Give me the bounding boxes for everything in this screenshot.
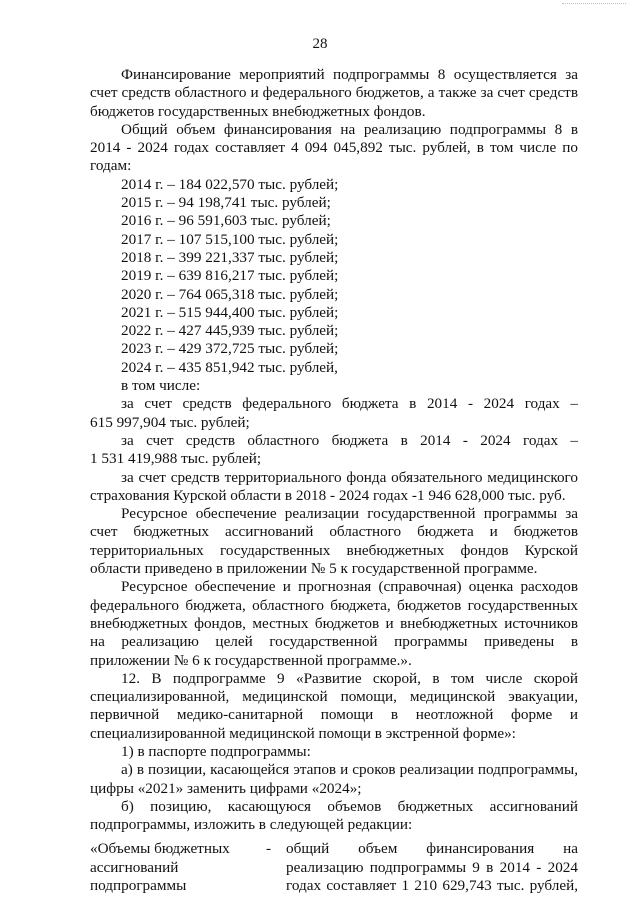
paragraph-financing-sources: Финансирование мероприятий подпрограммы 8 осуществляется за счет средств областного и федерального бюджетов, а также за счет средств бюджетов государственных внебюджетных фондов.	[90, 66, 578, 120]
passport-label-line: «Объемы бюджетных	[90, 840, 230, 858]
paragraph-territorial-fund: за счет средств территориального фонда обязательного медицинского страхования Курской области в 2018 - 2024 годах -1 946 628,000 тыс. руб.	[90, 468, 578, 504]
paragraph-resource-support-appendix-5: Ресурсное обеспечение реализации государственной программы за счет бюджетных ассигнований областного бюджета и бюджетов территориальных государственных внебюджетных фондов Курской области приведено в приложении № 5 к государственной программе.	[90, 505, 578, 578]
passport-position-label	[90, 840, 266, 895]
year-line: 2021 г. – 515 944,400 тыс. рублей;	[121, 303, 339, 321]
scan-artifact	[562, 3, 626, 6]
including-label: в том числе:	[121, 377, 201, 395]
subitem-a-stages: а) в позиции, касающейся этапов и сроков реализации подпрограммы, цифры «2021» заменить цифрами «2024»;	[90, 761, 578, 797]
passport-label-line: ассигнований	[90, 858, 179, 876]
year-line: 2024 г. – 435 851,942 тыс. рублей,	[121, 358, 338, 376]
year-line: 2014 г. – 184 022,570 тыс. рублей;	[121, 175, 339, 193]
passport-position-value	[286, 840, 578, 895]
passport-label-line: подпрограммы	[90, 877, 187, 895]
year-line: 2022 г. – 427 445,939 тыс. рублей;	[121, 322, 339, 340]
passport-value-line: годах составляет 1 210 629,743 тыс. рублей,	[286, 877, 578, 895]
passport-value-line: реализацию подпрограммы 9 в 2014 - 2024	[286, 858, 578, 876]
year-line: 2016 г. – 96 591,603 тыс. рублей;	[121, 212, 331, 230]
year-line: 2023 г. – 429 372,725 тыс. рублей;	[121, 340, 339, 358]
subitem-1-passport: 1) в паспорте подпрограммы:	[121, 742, 311, 760]
year-line: 2019 г. – 639 816,217 тыс. рублей;	[121, 267, 339, 285]
passport-table	[90, 840, 578, 895]
subitem-b-budget: б) позицию, касающуюся объемов бюджетных ассигнований подпрограммы, изложить в следующей редакции:	[90, 797, 578, 834]
paragraph-resource-support-appendix-6: Ресурсное обеспечение и прогнозная (справочная) оценка расходов федерального бюджета, областного бюджета, бюджетов государственных внебюджетных фондов, местных бюджетов и внебюджетных источников на реализацию целей государственной программы приведены в приложении № 6 к государственной программе.».	[90, 578, 578, 669]
passport-row-budget-volumes	[90, 840, 578, 895]
page-number: 28	[312, 36, 328, 52]
passport-value-line: общий объем финансирования на	[286, 840, 578, 858]
paragraph-total-volume: Общий объем финансирования на реализацию подпрограммы 8 в 2014 - 2024 годах составляет 4 094 045,892 тыс. рублей, в том числе по годам:	[90, 120, 578, 175]
year-line: 2017 г. – 107 515,100 тыс. рублей;	[121, 230, 339, 248]
document-body	[90, 66, 578, 895]
passport-dash: -	[266, 840, 272, 858]
regional-budget-amount: 1 531 419,988 тыс. рублей;	[90, 450, 262, 468]
year-line: 2020 г. – 764 065,318 тыс. рублей;	[121, 285, 339, 303]
federal-budget-amount: 615 997,904 тыс. рублей;	[90, 413, 250, 431]
regional-budget-line: за счет средств областного бюджета в 2014 - 2024 годах –	[121, 431, 578, 449]
year-line: 2015 г. – 94 198,741 тыс. рублей;	[121, 194, 331, 212]
year-line: 2018 г. – 399 221,337 тыс. рублей;	[121, 248, 339, 266]
federal-budget-line: за счет средств федерального бюджета в 2014 - 2024 годах –	[121, 395, 578, 413]
paragraph-item-12: 12. В подпрограмме 9 «Развитие скорой, в том числе скорой специализированной, медицинской помощи, медицинской эвакуации, первичной медико-санитарной помощи в неотложной форме и специализированной медицинской помощи в экстренной форме»:	[90, 669, 578, 742]
yearly-financing-list	[90, 176, 578, 377]
